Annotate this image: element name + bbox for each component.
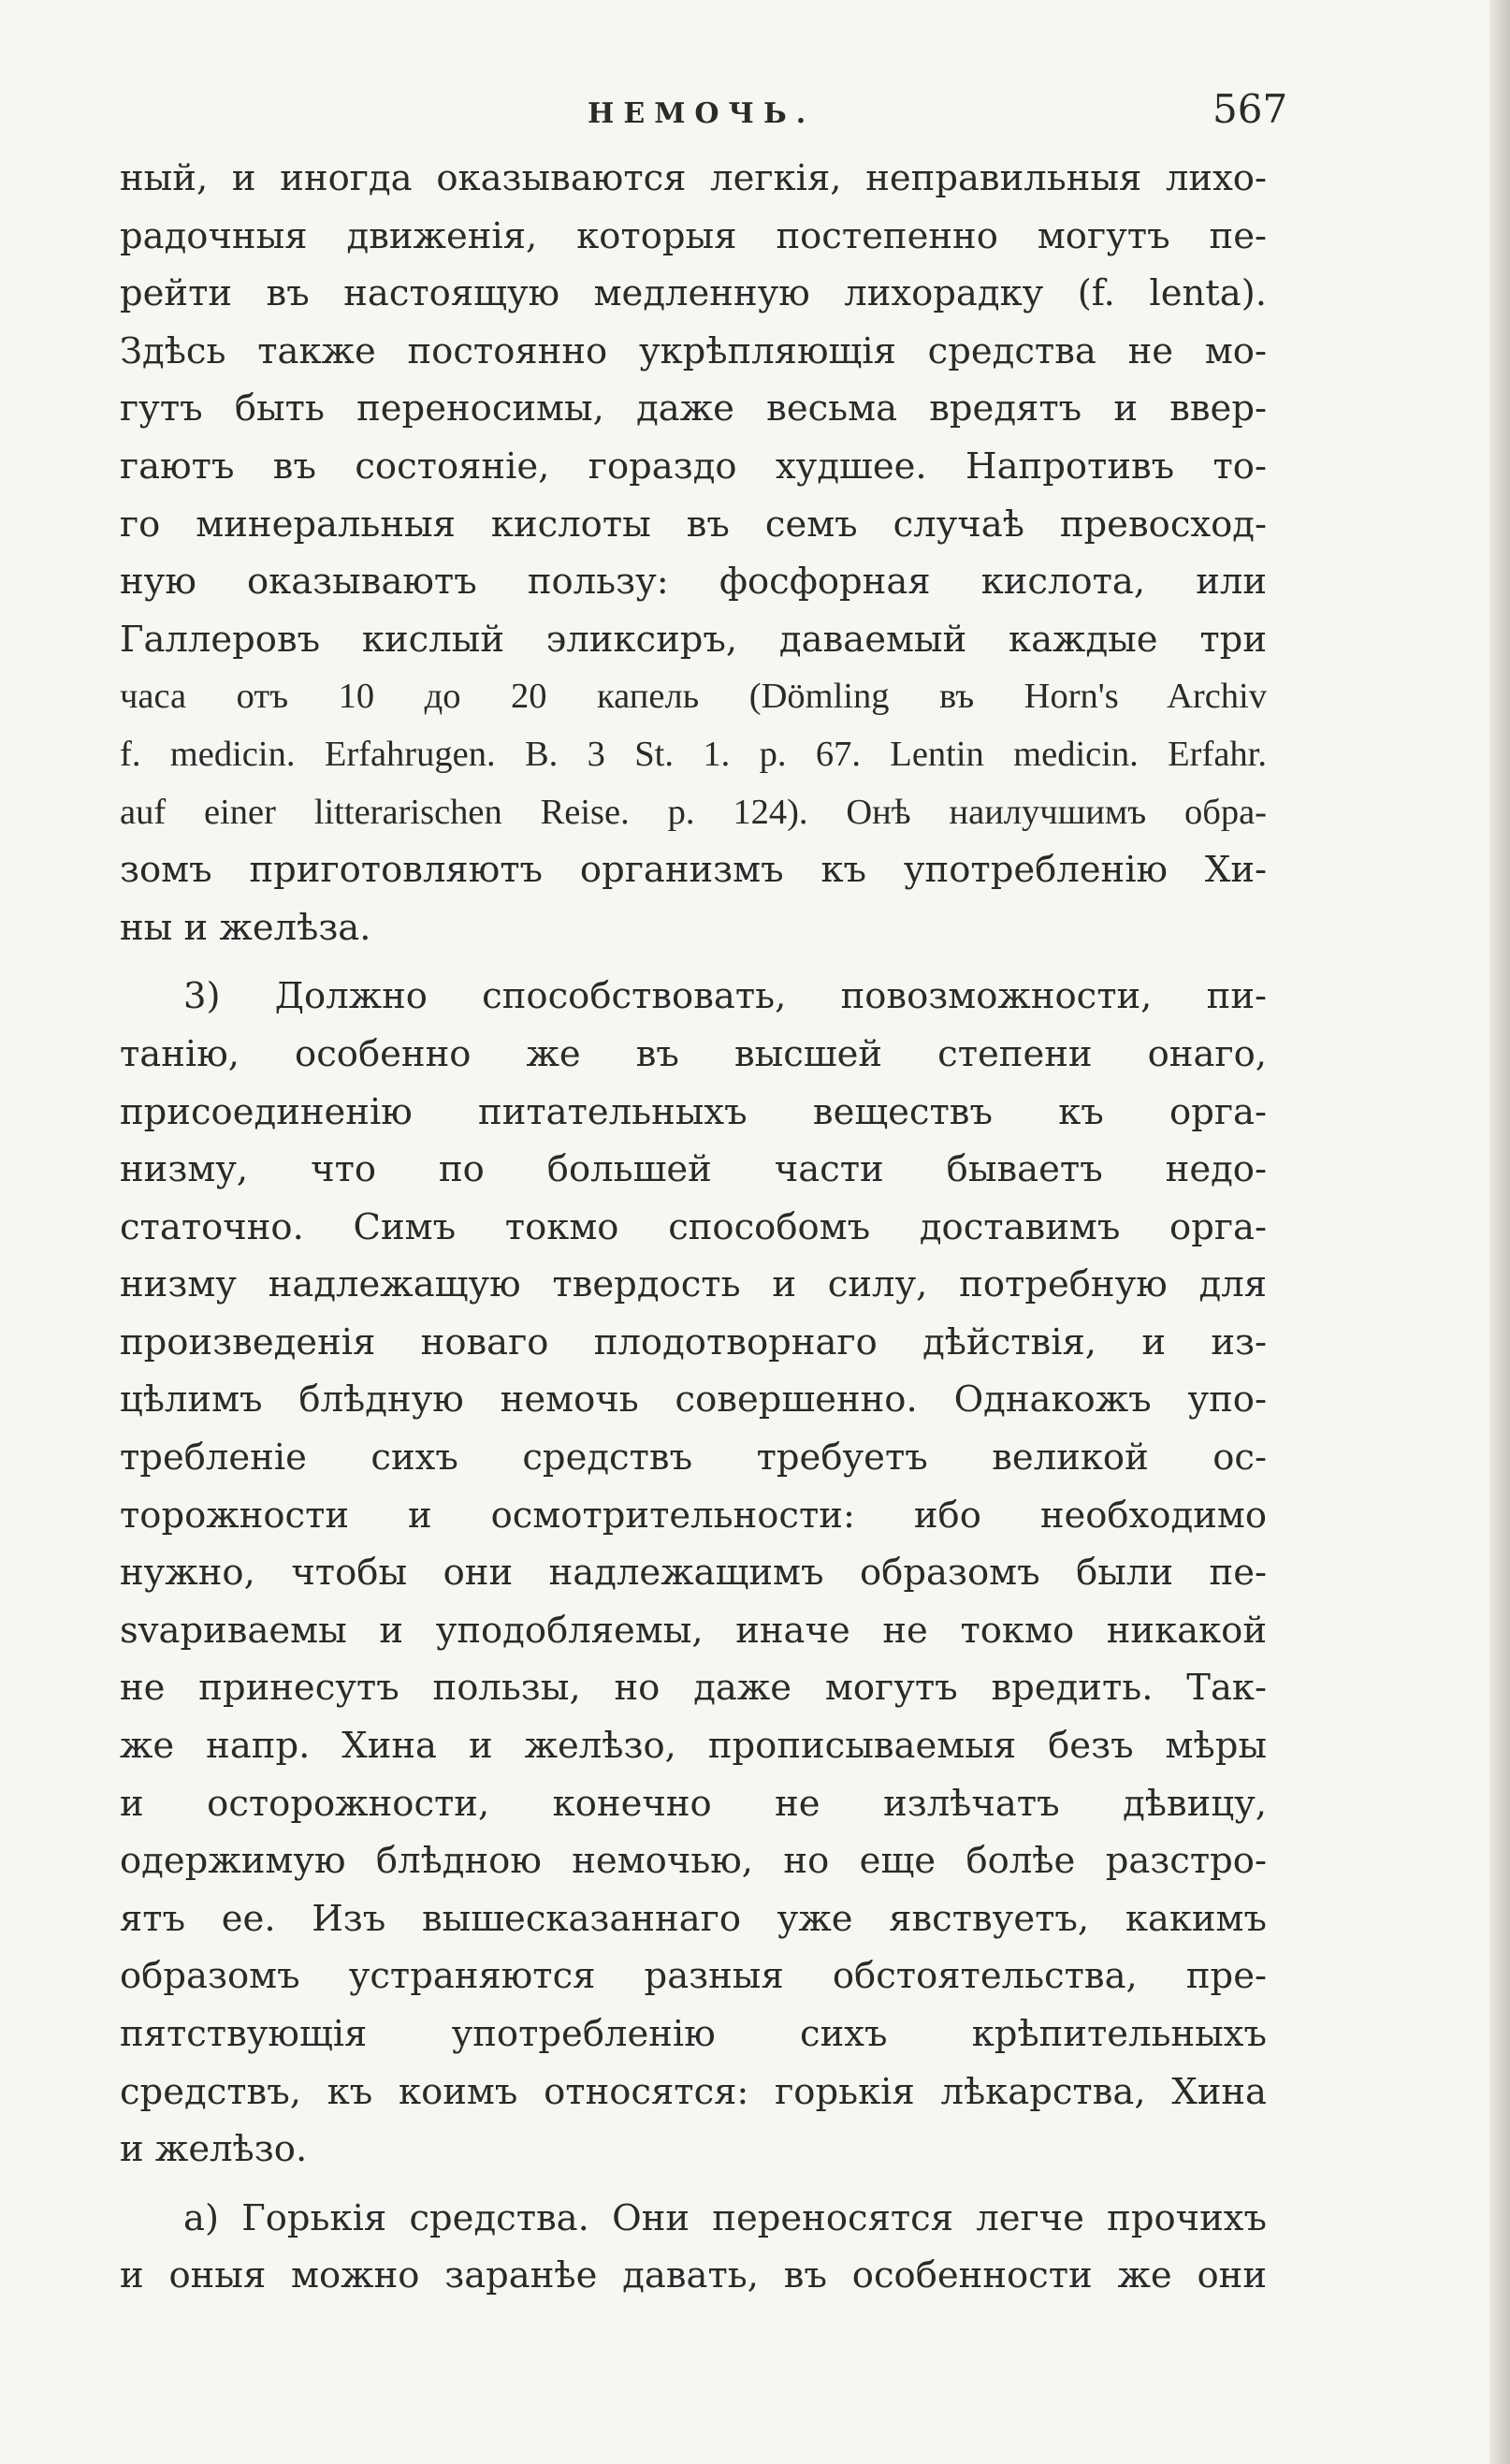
text-line: часа отъ 10 до 20 капель (Dömling въ Horn's Archiv [120,677,1267,717]
body-text [120,150,1267,2305]
text-line: ны и желѣза. [120,906,371,949]
page-number: 567 [1212,86,1288,132]
text-line: пятствующія употребленію сихъ крѣпительныхъ [120,2013,1267,2055]
text-line: f. medicin. Erfahrugen. B. 3 St. 1. p. 67. Lentin medicin. Erfahr. [120,734,1267,774]
text-line: зомъ приготовляютъ организмъ къ употребленію Хи- [120,849,1267,892]
text-line: гаютъ въ состояніе, гораздо худшее. Напротивъ то- [120,445,1267,488]
text-line: низму надлежащую твердость и силу, потребную для [120,1263,1267,1306]
text-line: 3) Должно способствовать, повозможности, пи- [183,975,1267,1018]
text-line: Галлеровъ кислый эликсиръ, даваемый каждые три [120,618,1267,661]
text-line: и оныя можно заранѣе давать, въ особенности же они [120,2254,1267,2297]
text-line: auf einer litterarischen Reise. p. 124). Онѣ наилучшимъ обра- [120,792,1267,832]
text-line: радочныя движенія, которыя постепенно могутъ пе- [120,214,1267,257]
text-line: Здѣсь также постоянно укрѣпляющія средства не мо- [120,329,1267,372]
text-line: одержимую блѣдною немочью, но еще болѣе разстро- [120,1840,1267,1883]
text-line: ную оказываютъ пользу: фосфорная кислота, или [120,561,1267,604]
text-line: и осторожности, конечно не излѣчатъ дѣвицу, [120,1782,1267,1825]
text-line: a) Горькія средства. Они переносятся легче прочихъ [183,2196,1267,2239]
text-line: статочно. Симъ токмо способомъ доставимъ орга- [120,1205,1267,1248]
text-line: произведенія новаго плодотворнаго дѣйствія, и из- [120,1320,1267,1363]
text-line: рейти въ настоящую медленную лихорадку (f. lenta). [120,272,1267,315]
page-edge-shadow [1489,0,1510,2464]
text-line: го минеральныя кислоты въ семъ случаѣ превосход- [120,503,1267,546]
text-line: низму, что по большей части бываетъ недо- [120,1148,1267,1191]
page-header [0,86,1510,142]
text-line: средствъ, къ коимъ относятся: горькія лѣкарства, Хина [120,2070,1267,2113]
text-line: цѣлимъ блѣдную немочь совершенно. Однакожъ упо- [120,1378,1267,1422]
text-line: торожности и осмотрительности: ибо необходимо [120,1494,1267,1537]
text-line: танію, особенно же въ высшей степени онаго, [120,1032,1267,1075]
text-line: же напр. Хина и желѣзо, прописываемыя безъ мѣры [120,1725,1267,1768]
text-line: образомъ устраняются разныя обстоятельства, пре- [120,1955,1267,1998]
text-line: требленіе сихъ средствъ требуетъ великой ос- [120,1436,1267,1480]
text-line: ный, и иногда оказываются легкія, неправильныя лихо- [120,157,1267,199]
running-head: НЕМОЧЬ. [588,97,816,130]
text-line: гутъ быть переносимы, даже весьма вредятъ и ввер- [120,387,1267,430]
text-line: и желѣзо. [120,2128,308,2171]
text-line: svариваемы и уподобляемы, иначе не токмо никакой [120,1609,1267,1652]
text-line: нужно, чтобы они надлежащимъ образомъ были пе- [120,1552,1267,1595]
text-line: ятъ ее. Изъ вышесказаннаго уже явствуетъ, какимъ [120,1897,1267,1940]
text-line: не принесутъ пользы, но даже могутъ вредить. Так- [120,1667,1267,1710]
text-line: присоединенію питательныхъ веществъ къ орга- [120,1090,1267,1133]
